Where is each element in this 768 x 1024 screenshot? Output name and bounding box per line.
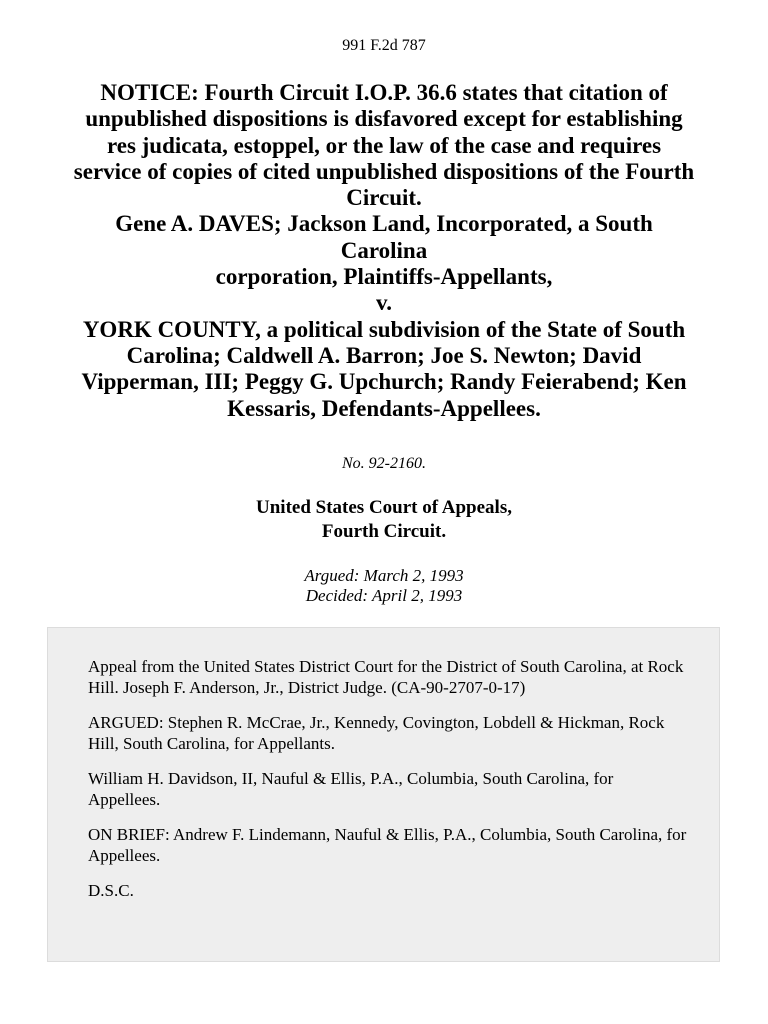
title-line: corporation, Plaintiffs-Appellants, <box>215 264 553 290</box>
brief-counsel: ON BRIEF: Andrew F. Lindemann, Nauful & Ellis, P.A., Columbia, South Carolina, for Appellees. <box>88 825 687 865</box>
title-line: Carolina <box>340 237 428 263</box>
title-line: Vipperman, III; Peggy G. Upchurch; Randy Feierabend; Ken <box>81 369 687 395</box>
title-line: unpublished dispositions is disfavored except for establishing <box>85 106 683 132</box>
district-abbreviation: D.S.C. <box>88 881 134 900</box>
title-line: Circuit. <box>346 185 422 211</box>
counsel-info-box <box>47 627 720 962</box>
case-title <box>40 80 728 422</box>
title-line: YORK COUNTY, a political subdivision of the State of South <box>82 316 686 342</box>
argued-date: Argued: March 2, 1993 <box>304 566 464 585</box>
decided-date: Decided: April 2, 1993 <box>305 586 463 605</box>
title-line: Kessaris, Defendants-Appellees. <box>227 395 541 421</box>
title-line: Carolina; Caldwell A. Barron; Joe S. Newton; David <box>126 342 642 368</box>
court-line: Fourth Circuit. <box>321 521 447 542</box>
court-name <box>0 496 768 544</box>
court-line: United States Court of Appeals, <box>256 497 512 518</box>
case-dates <box>0 566 768 606</box>
title-line: res judicata, estoppel, or the law of the case and requires <box>106 132 662 158</box>
appeal-info: Appeal from the United States District Court for the District of South Carolina, at Rock Hill. Joseph F. Anderson, Jr., District Judge. (CA-90-2707-0-17) <box>88 657 684 697</box>
title-line: service of copies of cited unpublished dispositions of the Fourth <box>73 158 695 184</box>
title-line: NOTICE: Fourth Circuit I.O.P. 36.6 states that citation of <box>100 80 668 105</box>
title-line: Gene A. DAVES; Jackson Land, Incorporated, a South <box>115 211 653 237</box>
case-citation: 991 F.2d 787 <box>342 37 426 54</box>
argued-counsel-appellees: William H. Davidson, II, Nauful & Ellis, P.A., Columbia, South Carolina, for Appellees. <box>88 769 614 809</box>
argued-counsel-appellants: ARGUED: Stephen R. McCrae, Jr., Kennedy, Covington, Lobdell & Hickman, Rock Hill, South Carolina, for Appellants. <box>88 713 665 753</box>
docket-number: No. 92-2160. <box>342 455 426 472</box>
title-line: v. <box>376 290 392 316</box>
